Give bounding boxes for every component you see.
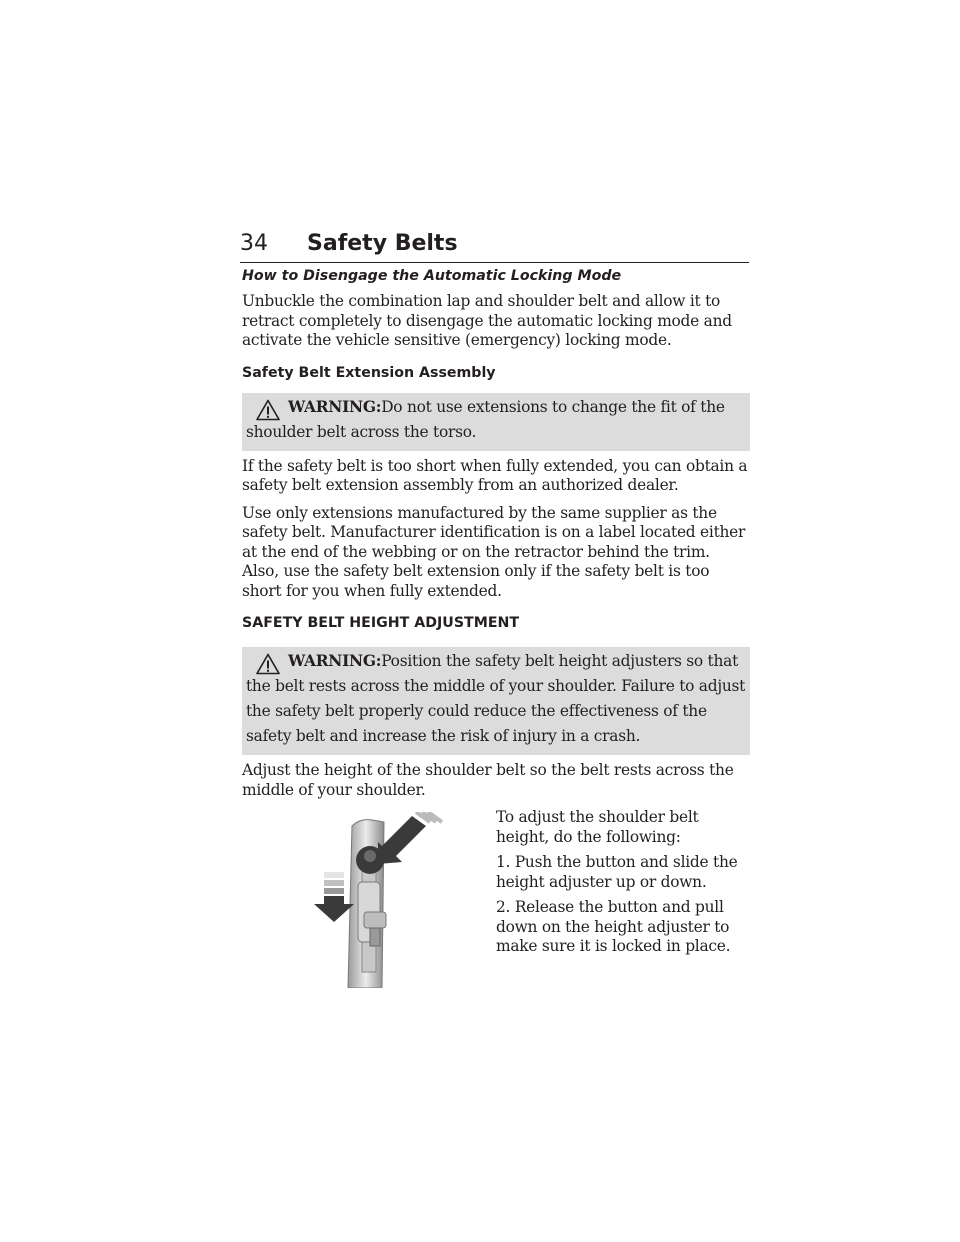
warning-label: WARNING: <box>288 397 382 416</box>
steps-intro: To adjust the shoulder belt height, do the following: <box>496 808 699 846</box>
step-1: 1. Push the button and slide the height adjuster up or down. <box>496 853 738 891</box>
warning-label: WARNING: <box>288 652 382 670</box>
height-warning-message: Position the safety belt height adjusters so that the belt rests across the middle of your shoulder. Failure to adjust the safety belt properly could reduce the effectiveness of the safety belt and increase the risk of injury in a crash. <box>246 652 746 745</box>
height-intro: Adjust the height of the shoulder belt so the belt rests across the middle of your shoulder. <box>242 761 734 799</box>
step-2: 2. Release the button and pull down on the height adjuster to make sure it is locked in place. <box>496 898 731 955</box>
belt-height-adjuster-illustration <box>312 812 502 988</box>
extension-warning <box>242 393 750 451</box>
disengage-body: Unbuckle the combination lap and shoulder belt and allow it to retract completely to disengage the automatic locking mode and activate the vehicle sensitive (emergency) locking mode. <box>242 292 732 349</box>
page-number: 34 <box>240 231 268 256</box>
height-adjustment-heading: SAFETY BELT HEIGHT ADJUSTMENT <box>242 615 520 631</box>
chapter-title: Safety Belts <box>307 231 458 256</box>
warning-triangle-icon <box>256 653 280 675</box>
extension-warning-text <box>246 393 746 445</box>
page-header <box>240 230 749 263</box>
warning-triangle-icon <box>256 399 280 421</box>
steps-list <box>496 808 752 963</box>
height-warning <box>242 647 750 755</box>
extension-paragraph-2: Use only extensions manufactured by the same supplier as the safety belt. Manufacturer identification is on a label located either at the end of the webbing or on the retractor behind the trim. Also, use the safety belt extension only if the safety belt is too short for you when fully extended. <box>242 503 746 600</box>
extension-warning-message: Do not use extensions to change the fit of the shoulder belt across the torso. <box>246 397 725 441</box>
adjustment-instructions <box>242 808 750 988</box>
extension-paragraph-1: If the safety belt is too short when fully extended, you can obtain a safety belt extension assembly from an authorized dealer. <box>242 456 748 494</box>
page-content <box>242 266 750 988</box>
height-warning-text <box>246 647 746 749</box>
extension-heading: Safety Belt Extension Assembly <box>242 364 496 381</box>
disengage-heading: How to Disengage the Automatic Locking Mode <box>242 268 622 284</box>
